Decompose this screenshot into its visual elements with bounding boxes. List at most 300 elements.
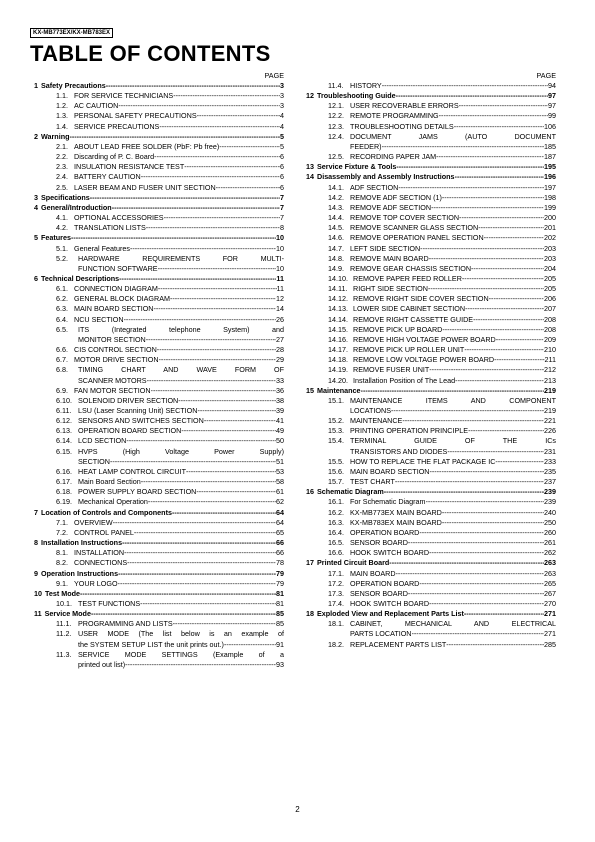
toc-subsection-entry[interactable]	[30, 284, 284, 294]
toc-entry-title: MONITOR SECTION	[78, 334, 146, 344]
toc-leader-dots	[69, 132, 280, 142]
toc-subsection-entry[interactable]	[30, 91, 284, 101]
toc-section-entry[interactable]	[302, 91, 556, 101]
toc-entry-number: 11	[34, 609, 42, 619]
toc-subsection-entry[interactable]	[302, 457, 556, 467]
toc-entry-title: Mechanical Operation	[78, 497, 148, 507]
toc-subsection-entry[interactable]	[30, 497, 284, 507]
toc-entry-page: 4	[280, 111, 284, 121]
toc-subsection-entry[interactable]	[302, 497, 556, 507]
toc-entry-title: MAIN BOARD	[350, 568, 396, 578]
toc-entry-title: INSULATION RESISTANCE TEST	[74, 162, 185, 172]
toc-subsection-entry[interactable]	[302, 477, 556, 487]
toc-subsection-entry[interactable]	[30, 467, 284, 477]
toc-section-entry[interactable]	[302, 162, 556, 172]
toc-subsection-entry[interactable]	[302, 619, 556, 639]
toc-leader-dots	[429, 548, 544, 558]
toc-leader-dots	[429, 467, 544, 477]
toc-subsection-entry[interactable]	[30, 416, 284, 426]
toc-entry-number: 14.16.	[328, 334, 348, 344]
toc-subsection-entry[interactable]	[302, 518, 556, 528]
toc-leader-dots	[173, 619, 276, 629]
toc-entry-page: 33	[276, 375, 284, 385]
toc-subsection-entry[interactable]	[302, 467, 556, 477]
toc-leader-dots	[146, 335, 276, 345]
toc-entry-title: Test Mode	[45, 588, 81, 598]
toc-subsection-entry[interactable]	[302, 111, 556, 121]
toc-leader-dots	[118, 101, 280, 111]
toc-subsection-entry[interactable]	[30, 426, 284, 436]
toc-leader-dots	[446, 640, 544, 650]
toc-entry-page: 10	[276, 233, 284, 243]
toc-leader-dots	[124, 548, 276, 558]
toc-entry-number: 6.11.	[56, 406, 72, 415]
toc-leader-dots	[496, 335, 544, 345]
toc-entry-title: RECORDING PAPER JAM	[350, 152, 437, 162]
toc-leader-dots	[90, 193, 280, 203]
toc-entry-page: 240	[544, 507, 556, 517]
toc-subsection-entry[interactable]	[30, 294, 284, 304]
toc-subsection-entry[interactable]	[302, 355, 556, 365]
toc-leader-dots	[112, 203, 280, 213]
toc-subsection-entry[interactable]	[30, 386, 284, 396]
toc-entry-number: 8	[34, 538, 38, 548]
toc-subsection-entry[interactable]	[302, 589, 556, 599]
toc-section-entry[interactable]	[30, 569, 284, 579]
toc-entry-page: 208	[544, 324, 556, 334]
toc-subsection-entry[interactable]	[30, 183, 284, 193]
toc-subsection-entry[interactable]	[302, 101, 556, 111]
toc-entry-title-line1: TIMING CHART AND WAVE FORM OF	[78, 365, 284, 375]
toc-entry-number: 6.2.	[56, 294, 68, 304]
toc-leader-dots	[494, 355, 544, 365]
toc-entry-title: SECTION	[78, 456, 110, 466]
toc-entry-number: 16	[306, 487, 314, 497]
toc-entry-page: 205	[544, 284, 556, 294]
toc-leader-dots	[184, 162, 280, 172]
toc-subsection-entry[interactable]	[30, 325, 284, 345]
toc-column-left	[30, 70, 284, 670]
toc-leader-dots	[361, 386, 544, 396]
toc-section-entry[interactable]	[30, 274, 284, 284]
toc-leader-dots	[197, 406, 276, 416]
toc-entry-page: 85	[276, 619, 284, 629]
toc-entry-number: 6.1.	[56, 284, 68, 294]
toc-section-entry[interactable]	[302, 487, 556, 497]
toc-leader-dots	[396, 569, 544, 579]
toc-entry-title-line2	[78, 457, 284, 467]
toc-section-entry[interactable]	[30, 538, 284, 548]
toc-subsection-entry[interactable]	[30, 487, 284, 497]
toc-entry-title: GENERAL BLOCK DIAGRAM	[74, 294, 170, 304]
toc-entry-title: CONTROL PANEL	[74, 527, 134, 537]
toc-leader-dots	[124, 315, 276, 325]
toc-entry-title: LEFT SIDE SECTION	[350, 243, 421, 253]
toc-subsection-entry[interactable]	[302, 416, 556, 426]
toc-subsection-entry[interactable]	[302, 304, 556, 314]
toc-entry-title: printed out list)	[78, 659, 126, 669]
toc-entry-title: SENSORS AND SWITCHES SECTION	[78, 416, 204, 426]
toc-entry-title: Troubleshooting Guide	[317, 91, 396, 101]
toc-entry-title: Main Board Section	[78, 477, 141, 487]
toc-leader-dots	[428, 284, 544, 294]
toc-entry-page: 62	[276, 497, 284, 507]
toc-subsection-entry[interactable]	[302, 548, 556, 558]
toc-subsection-entry[interactable]	[302, 325, 556, 335]
toc-section-entry[interactable]	[302, 609, 556, 619]
toc-subsection-entry[interactable]	[30, 152, 284, 162]
toc-subsection-entry[interactable]	[302, 294, 556, 304]
toc-leader-dots	[106, 81, 280, 91]
toc-entry-number: 2.4.	[56, 172, 68, 182]
toc-entry-number: 6.5.	[56, 324, 68, 334]
toc-entry-page: 53	[276, 466, 284, 476]
toc-subsection-entry[interactable]	[30, 518, 284, 528]
toc-entry-title: REMOVE OPERATION PANEL SECTION	[350, 233, 484, 243]
toc-entry-number: 6.6.	[56, 345, 68, 355]
toc-leader-dots	[495, 457, 544, 467]
toc-leader-dots	[197, 111, 280, 121]
toc-subsection-entry[interactable]	[30, 254, 284, 274]
toc-subsection-entry[interactable]	[30, 548, 284, 558]
toc-entry-page: 7	[280, 202, 284, 212]
toc-subsection-entry[interactable]	[30, 122, 284, 132]
toc-entry-title: AC CAUTION	[74, 101, 119, 111]
toc-leader-dots	[442, 508, 544, 518]
toc-subsection-entry[interactable]	[302, 345, 556, 355]
toc-entry-number: 14.2.	[328, 192, 344, 202]
toc-subsection-entry[interactable]	[302, 183, 556, 193]
toc-leader-dots	[148, 497, 276, 507]
toc-entry-number: 15.5.	[328, 456, 344, 466]
toc-entry-page: 10	[276, 243, 284, 253]
toc-subsection-entry[interactable]	[30, 172, 284, 182]
toc-entry-title: Location of Controls and Components	[41, 507, 172, 517]
toc-subsection-entry[interactable]	[302, 436, 556, 456]
toc-subsection-entry[interactable]	[302, 193, 556, 203]
toc-entry-page: 213	[544, 375, 556, 385]
page-column-label: PAGE	[536, 71, 556, 80]
toc-leader-dots	[459, 101, 548, 111]
toc-subsection-entry[interactable]	[30, 436, 284, 446]
toc-entry-number: 14.10.	[328, 273, 348, 283]
toc-entry-number: 6.3.	[56, 304, 68, 314]
toc-subsection-entry[interactable]	[302, 579, 556, 589]
toc-section-entry[interactable]	[302, 172, 556, 182]
toc-entry-page: 239	[544, 497, 556, 507]
toc-leader-dots	[140, 599, 276, 609]
toc-entry-page: 93	[276, 659, 284, 669]
toc-entry-title: REMOTE PROGRAMMING	[350, 111, 439, 121]
toc-subsection-entry[interactable]	[302, 396, 556, 416]
toc-entry-title: LCD SECTION	[78, 436, 127, 446]
toc-subsection-entry[interactable]	[30, 477, 284, 487]
toc-leader-dots	[204, 416, 276, 426]
toc-section-entry[interactable]	[302, 558, 556, 568]
toc-leader-dots	[429, 254, 544, 264]
toc-entry-number: 8.1.	[56, 548, 68, 558]
toc-leader-dots	[484, 233, 544, 243]
toc-leader-dots	[459, 213, 544, 223]
toc-section-entry[interactable]	[302, 386, 556, 396]
toc-subsection-entry[interactable]	[302, 335, 556, 345]
toc-entry-title: CONNECTIONS	[74, 558, 128, 568]
toc-entry-number: 12.3.	[328, 121, 344, 131]
toc-leader-dots	[382, 81, 548, 91]
toc-entry-page: 195	[544, 162, 556, 172]
toc-entry-number: 11.4.	[328, 81, 344, 90]
toc-entry-number: 6.7.	[56, 355, 68, 365]
toc-entry-title: Service Mode	[44, 609, 91, 619]
toc-leader-dots	[408, 538, 544, 548]
toc-entry-title: REMOVE SCANNER GLASS SECTION	[350, 223, 479, 233]
toc-entry-title-line1: SERVICE MODE SETTINGS (Example of a	[78, 649, 284, 659]
toc-entry-page: 203	[544, 243, 556, 253]
toc-leader-dots	[118, 579, 276, 589]
toc-entry-page: 263	[544, 558, 556, 568]
toc-subsection-entry[interactable]	[30, 142, 284, 152]
toc-entry-title: Schematic Diagram	[317, 487, 384, 497]
toc-entry-title-line2	[78, 660, 284, 670]
toc-subsection-entry[interactable]	[30, 406, 284, 416]
toc-entry-page: 81	[276, 598, 284, 608]
toc-section-entry[interactable]	[30, 193, 284, 203]
toc-entry-title: OVERVIEW	[74, 517, 113, 527]
toc-subsection-entry[interactable]	[30, 396, 284, 406]
toc-entry-page: 3	[280, 101, 284, 111]
toc-entry-title: TEST FUNCTIONS	[78, 598, 141, 608]
toc-entry-title-line2	[78, 264, 284, 274]
toc-subsection-entry[interactable]	[302, 122, 556, 132]
toc-subsection-entry[interactable]	[302, 376, 556, 386]
toc-entry-page: 239	[544, 487, 556, 497]
toc-section-entry[interactable]	[30, 203, 284, 213]
toc-leader-dots	[196, 487, 276, 497]
toc-leader-dots	[419, 528, 544, 538]
toc-entry-page: 206	[544, 294, 556, 304]
toc-leader-dots	[118, 569, 276, 579]
toc-entry-page: 64	[276, 517, 284, 527]
toc-entry-body	[328, 436, 556, 456]
toc-subsection-entry[interactable]	[302, 315, 556, 325]
toc-subsection-entry[interactable]	[30, 365, 284, 385]
toc-entry-page: 106	[544, 121, 556, 131]
toc-entry-title-line2	[350, 447, 556, 457]
toc-entry-page: 226	[544, 426, 556, 436]
toc-entry-title: REMOVE HIGH VOLTAGE POWER BOARD	[353, 334, 496, 344]
toc-entry-title-line2	[78, 335, 284, 345]
toc-entry-page: 26	[276, 314, 284, 324]
toc-entry-title-line1: HARDWARE REQUIREMENTS FOR MULTI-	[78, 253, 284, 263]
toc-entry-title: PERSONAL SAFETY PRECAUTIONS	[74, 111, 197, 121]
toc-entry-page: 260	[544, 527, 556, 537]
toc-subsection-entry[interactable]	[302, 132, 556, 152]
toc-leader-dots	[130, 244, 276, 254]
toc-subsection-entry[interactable]	[30, 304, 284, 314]
toc-subsection-entry[interactable]	[302, 203, 556, 213]
toc-entry-number: 6.4.	[56, 314, 68, 324]
toc-subsection-entry[interactable]	[30, 579, 284, 589]
toc-leader-dots	[181, 426, 276, 436]
toc-subsection-entry[interactable]	[30, 111, 284, 121]
toc-subsection-entry[interactable]	[302, 223, 556, 233]
toc-subsection-entry[interactable]	[30, 629, 284, 649]
toc-entry-title-line2	[350, 406, 556, 416]
toc-section-entry[interactable]	[30, 609, 284, 619]
toc-subsection-entry[interactable]	[30, 162, 284, 172]
toc-entry-title: MAINTENANCE	[350, 416, 403, 426]
toc-entry-number: 16.1.	[328, 497, 344, 507]
toc-entry-body	[328, 619, 556, 639]
toc-entry-title: REMOVE PICK UP ROLLER UNIT	[353, 345, 465, 355]
toc-entry-number: 15.3.	[328, 426, 344, 436]
toc-leader-dots	[134, 528, 276, 538]
toc-entry-page: 7	[280, 192, 284, 202]
toc-leader-dots	[158, 264, 276, 274]
toc-entry-number: 13	[306, 162, 314, 172]
toc-entry-title: FOR SERVICE TECHNICIANS	[74, 91, 174, 101]
toc-entry-number: 6.12.	[56, 416, 72, 426]
toc-entry-title: LASER BEAM AND FUSER UNIT SECTION	[74, 182, 216, 192]
toc-entry-page: 196	[544, 172, 556, 182]
toc-subsection-entry[interactable]	[30, 315, 284, 325]
toc-entry-title: HOOK SWITCH BOARD	[350, 598, 430, 608]
toc-entry-page: 263	[544, 568, 556, 578]
toc-entry-title: Disassembly and Assembly Instructions	[317, 172, 455, 182]
toc-leader-dots	[395, 477, 544, 487]
toc-entry-number: 15.7.	[328, 477, 344, 487]
toc-subsection-entry[interactable]	[302, 426, 556, 436]
toc-subsection-entry[interactable]	[302, 152, 556, 162]
toc-entry-title: Installation Instructions	[41, 538, 123, 548]
toc-leader-dots	[224, 640, 276, 650]
toc-section-entry[interactable]	[30, 81, 284, 91]
toc-entry-number: 14.19.	[328, 365, 348, 375]
toc-subsection-entry[interactable]	[30, 528, 284, 538]
toc-section-entry[interactable]	[30, 233, 284, 243]
toc-entry-page: 29	[276, 355, 284, 365]
toc-entry-title: MAIN BOARD SECTION	[74, 304, 154, 314]
toc-entry-page: 207	[544, 304, 556, 314]
toc-leader-dots	[382, 142, 544, 152]
toc-entry-title: SOLENOID DRIVER SECTION	[78, 395, 179, 405]
toc-section-entry[interactable]	[30, 508, 284, 518]
toc-leader-dots	[158, 284, 277, 294]
toc-leader-dots	[442, 193, 544, 203]
toc-subsection-entry[interactable]	[30, 101, 284, 111]
toc-entry-page: 6	[280, 172, 284, 182]
toc-subsection-entry[interactable]	[30, 558, 284, 568]
toc-leader-dots	[454, 122, 544, 132]
toc-entry-title: ABOUT LEAD FREE SOLDER (PbF: Pb free)	[74, 141, 220, 151]
toc-subsection-entry[interactable]	[302, 254, 556, 264]
toc-entry-number: 6	[34, 273, 38, 283]
toc-subsection-entry[interactable]	[30, 355, 284, 365]
toc-subsection-entry[interactable]	[302, 528, 556, 538]
toc-entry-number: 6.10.	[56, 395, 72, 405]
toc-subsection-entry[interactable]	[30, 244, 284, 254]
toc-entry-page: 50	[276, 436, 284, 446]
toc-entry-title: REMOVE LOW VOLTAGE POWER BOARD	[353, 355, 495, 365]
toc-entry-title: the SYSTEM SETUP LIST the unit prints out.)	[78, 639, 224, 649]
toc-subsection-entry[interactable]	[30, 599, 284, 609]
toc-subsection-entry[interactable]	[30, 345, 284, 355]
toc-entry-number: 1.1.	[56, 91, 68, 101]
toc-subsection-entry[interactable]	[302, 508, 556, 518]
toc-entry-number: 4	[34, 202, 38, 212]
toc-entry-title: PRINTING OPERATION PRINCIPLE	[350, 426, 469, 436]
toc-entry-number: 17.1.	[328, 568, 344, 578]
toc-leader-dots	[398, 183, 544, 193]
toc-entry-number: 18.1.	[328, 619, 344, 629]
toc-leader-dots	[464, 609, 544, 619]
toc-subsection-entry[interactable]	[30, 650, 284, 670]
toc-entry-title: REMOVE PAPER FEED ROLLER	[353, 273, 462, 283]
toc-entry-number: 12	[306, 91, 314, 101]
toc-subsection-entry[interactable]	[302, 233, 556, 243]
toc-subsection-entry[interactable]	[30, 223, 284, 233]
toc-subsection-entry[interactable]	[302, 264, 556, 274]
toc-subsection-entry[interactable]	[30, 213, 284, 223]
toc-entry-number: 7	[34, 507, 38, 517]
toc-subsection-entry[interactable]	[302, 244, 556, 254]
toc-entry-title-line1: HVPS (High Voltage Power Supply)	[78, 446, 284, 456]
toc-entry-page: 200	[544, 213, 556, 223]
toc-subsection-entry[interactable]	[302, 284, 556, 294]
toc-section-entry[interactable]	[30, 132, 284, 142]
toc-subsection-entry[interactable]	[302, 213, 556, 223]
toc-subsection-entry[interactable]	[302, 538, 556, 548]
toc-entry-number: 14	[306, 172, 314, 182]
toc-subsection-entry[interactable]	[302, 365, 556, 375]
toc-entry-number: 16.3.	[328, 517, 344, 527]
toc-entry-number: 6.17.	[56, 477, 72, 487]
toc-entry-title: General Features	[74, 243, 130, 253]
toc-subsection-entry[interactable]	[302, 81, 556, 91]
toc-entry-number: 1.3.	[56, 111, 68, 121]
toc-subsection-entry[interactable]	[302, 274, 556, 284]
toc-entry-number: 1.4.	[56, 121, 68, 131]
toc-subsection-entry[interactable]	[302, 599, 556, 609]
toc-subsection-entry[interactable]	[30, 619, 284, 629]
toc-subsection-entry[interactable]	[302, 569, 556, 579]
toc-entry-number: 6.18.	[56, 487, 72, 497]
toc-entry-title: Technical Descriptions	[41, 273, 120, 283]
toc-entry-page: 209	[544, 334, 556, 344]
toc-entry-title: For Schematic Diagram	[350, 497, 426, 507]
toc-subsection-entry[interactable]	[302, 640, 556, 650]
toc-entry-page: 208	[544, 314, 556, 324]
toc-entry-title: LSU (Laser Scanning Unit) SECTION	[78, 406, 198, 415]
toc-entry-page: 221	[544, 416, 556, 426]
toc-subsection-entry[interactable]	[30, 447, 284, 467]
page-title: TABLE OF CONTENTS	[30, 41, 271, 66]
toc-leader-dots	[178, 396, 276, 406]
toc-entry-title: RIGHT SIDE SECTION	[353, 284, 428, 294]
toc-leader-dots	[164, 213, 280, 223]
toc-leader-dots	[391, 406, 544, 416]
toc-entry-number: 14.7.	[328, 243, 344, 253]
toc-entry-title: Discarding of P. C. Board	[74, 152, 155, 162]
toc-section-entry[interactable]	[30, 589, 284, 599]
toc-entry-title: USER RECOVERABLE ERRORS	[350, 101, 459, 111]
toc-entry-body	[56, 254, 284, 274]
toc-entry-number: 6.9.	[56, 385, 68, 395]
toc-entry-number: 16.4.	[328, 527, 344, 537]
toc-entry-title-line1: MAINTENANCE ITEMS AND COMPONENT	[350, 395, 556, 405]
toc-leader-dots	[420, 244, 544, 254]
toc-entry-number: 14.15.	[328, 324, 348, 334]
